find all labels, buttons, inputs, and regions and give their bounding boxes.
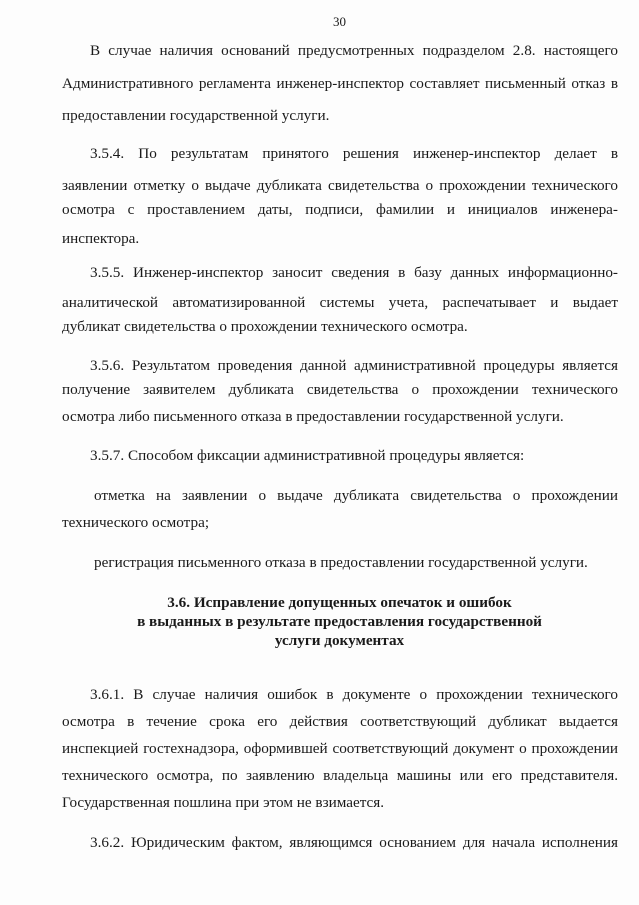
paragraph-line: 3.6.2. Юридическим фактом, являющимся основанием для начала исполнения bbox=[90, 834, 618, 851]
paragraph-line: 3.5.7. Способом фиксации административной процедуры является: bbox=[90, 447, 525, 464]
page-number: 30 bbox=[333, 14, 346, 29]
paragraph-line: дубликат свидетельства о прохождении технического осмотра. bbox=[62, 318, 468, 335]
paragraph-line: 3.5.5. Инженер-инспектор заносит сведения в базу данных информационно- bbox=[90, 264, 618, 281]
paragraph-line: В случае наличия оснований предусмотренных подразделом 2.8. настоящего bbox=[90, 42, 618, 59]
list-item-line: отметка на заявлении о выдаче дубликата свидетельства о прохождении bbox=[94, 487, 618, 504]
section-heading-line: 3.6. Исправление допущенных опечаток и ошибок bbox=[167, 594, 512, 611]
paragraph-line: осмотра в течение срока его действия соответствующий дубликат выдается bbox=[62, 713, 618, 730]
paragraph-line: предоставлении государственной услуги. bbox=[62, 107, 330, 124]
list-item-line: технического осмотра; bbox=[62, 514, 210, 531]
section-heading-line: услуги документах bbox=[274, 632, 405, 649]
paragraph-line: осмотра с проставлением даты, подписи, фамилии и инициалов инженера- bbox=[62, 201, 618, 218]
paragraph-line: осмотра либо письменного отказа в предоставлении государственной услуги. bbox=[62, 408, 564, 425]
paragraph-line: 3.6.1. В случае наличия ошибок в документе о прохождении технического bbox=[90, 686, 618, 703]
paragraph-line: технического осмотра, по заявлению владельца машины или его представителя. bbox=[62, 767, 618, 784]
list-item-line: регистрация письменного отказа в предоставлении государственной услуги. bbox=[94, 554, 588, 571]
paragraph-line: Государственная пошлина при этом не взимается. bbox=[62, 794, 385, 811]
section-heading-line: в выданных в результате предоставления государственной bbox=[137, 613, 542, 630]
paragraph-line: получение заявителем дубликата свидетельства о прохождении технического bbox=[62, 381, 618, 398]
paragraph-line: Административного регламента инженер-инспектор составляет письменный отказ в bbox=[62, 75, 618, 92]
paragraph-line: инспекцией гостехнадзора, оформившей соответствующий документ о прохождении bbox=[62, 740, 618, 757]
paragraph-line: 3.5.4. По результатам принятого решения инженер-инспектор делает в bbox=[90, 145, 618, 162]
paragraph-line: аналитической автоматизированной системы учета, распечатывает и выдает bbox=[62, 294, 618, 311]
paragraph-line: заявлении отметку о выдаче дубликата свидетельства о прохождении технического bbox=[62, 177, 618, 194]
paragraph-line: инспектора. bbox=[62, 230, 140, 247]
paragraph-line: 3.5.6. Результатом проведения данной административной процедуры является bbox=[90, 357, 618, 374]
